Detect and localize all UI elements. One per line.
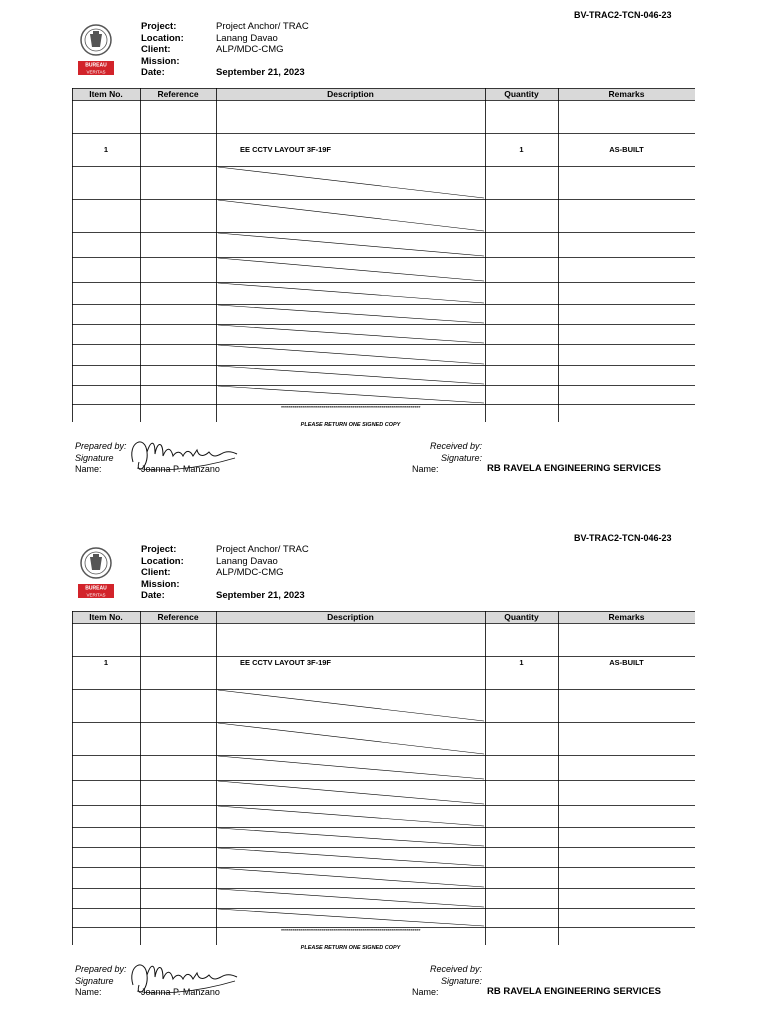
signature-label-right: Signature: (440, 975, 482, 986)
project-label: Project: (141, 544, 177, 555)
transmittal-table (72, 88, 695, 422)
signature-label-left: Signature (75, 975, 114, 986)
strike-line (218, 345, 484, 364)
client-label: Client: (141, 567, 171, 578)
row-1-quantity: 1 (519, 658, 524, 667)
received-labels (412, 964, 482, 999)
strike-line (218, 283, 484, 303)
header-values (216, 21, 309, 79)
strike-line (218, 756, 484, 779)
location-value: Lanang Davao (216, 32, 278, 44)
received-by-label: Received by: (429, 964, 482, 974)
strike-line (218, 305, 484, 323)
strike-line (218, 690, 484, 721)
strike-line (218, 366, 484, 384)
row-1-quantity: 1 (519, 145, 524, 154)
logo-word-1: BUREAU (85, 585, 107, 592)
signature-label-right: Signature: (440, 452, 482, 463)
col-header-reference: Reference (157, 89, 199, 99)
name-label-left: Name: (75, 464, 102, 474)
client-value: ALP/MDC-CMG (216, 44, 284, 55)
col-header-remarks: Remarks (608, 612, 645, 622)
strike-line (218, 828, 484, 846)
col-header-remarks: Remarks (608, 89, 645, 99)
row-1-remarks: AS-BUILT (609, 658, 644, 667)
strike-line (218, 200, 484, 231)
bureau-veritas-logo-icon (75, 545, 117, 601)
name-label-right: Name: (412, 987, 439, 997)
name-label-left: Name: (75, 987, 102, 997)
received-by-label: Received by: (429, 441, 482, 451)
date-value: September 21, 2023 (216, 67, 305, 78)
row-1-item-no: 1 (103, 145, 109, 154)
date-label: Date: (141, 590, 165, 601)
received-name: RB RAVELA ENGINEERING SERVICES (487, 463, 662, 474)
header-labels (141, 21, 184, 79)
col-header-description: Description (327, 612, 374, 622)
received-name: RB RAVELA ENGINEERING SERVICES (487, 986, 662, 997)
received-labels (412, 441, 482, 476)
strike-line (218, 848, 484, 866)
row-1-item-no: 1 (103, 658, 109, 667)
signature-label-left: Signature (75, 452, 114, 463)
logo-word-2: VERITAS (86, 592, 106, 598)
date-label: Date: (141, 67, 165, 78)
table-grid (72, 88, 695, 422)
end-of-list-marker: ************************************************************************ (280, 406, 421, 412)
end-of-list-marker: ************************************************************************ (280, 929, 421, 935)
strike-line (218, 781, 484, 804)
col-header-quantity: Quantity (504, 89, 539, 99)
mission-label: Mission: (141, 55, 180, 67)
date-value: September 21, 2023 (216, 590, 305, 601)
location-label: Location: (141, 555, 184, 567)
strike-line (218, 723, 484, 754)
project-value: Project Anchor/ TRAC (216, 21, 309, 32)
logo-word-2: VERITAS (86, 69, 106, 75)
logo-word-1: BUREAU (85, 62, 107, 69)
return-note: PLEASE RETURN ONE SIGNED COPY (300, 422, 401, 428)
col-header-item-no: Item No. (89, 89, 123, 99)
handwritten-signature (125, 432, 245, 478)
document-number: BV-TRAC2-TCN-046-23 (574, 533, 672, 543)
strike-line (218, 258, 484, 281)
col-header-quantity: Quantity (504, 612, 539, 622)
strike-line (218, 325, 484, 343)
row-1-remarks: AS-BUILT (609, 145, 644, 154)
col-header-item-no: Item No. (89, 612, 123, 622)
location-label: Location: (141, 32, 184, 44)
row-1-description: EE CCTV LAYOUT 3F-19F (240, 658, 331, 667)
strike-line (218, 868, 484, 887)
prepared-by-label: Prepared by: (75, 441, 127, 451)
strike-line (218, 167, 484, 198)
strike-line (218, 233, 484, 256)
col-header-reference: Reference (157, 612, 199, 622)
mission-value (216, 56, 309, 68)
col-header-description: Description (327, 89, 374, 99)
row-1-description: EE CCTV LAYOUT 3F-19F (240, 145, 331, 154)
prepared-name: Joanna P. Manzano (141, 464, 220, 474)
strike-line (218, 386, 484, 403)
strike-line (218, 889, 484, 907)
transmittal-copy-1 (0, 0, 768, 505)
mission-label: Mission: (141, 578, 180, 590)
prepared-labels (75, 964, 127, 999)
project-value: Project Anchor/ TRAC (216, 544, 309, 555)
prepared-labels (75, 441, 127, 476)
location-value: Lanang Davao (216, 555, 278, 567)
prepared-by-label: Prepared by: (75, 964, 127, 974)
handwritten-signature (125, 955, 245, 1001)
name-label-right: Name: (412, 464, 439, 474)
return-note: PLEASE RETURN ONE SIGNED COPY (300, 945, 401, 951)
mission-value (216, 579, 309, 591)
document-number: BV-TRAC2-TCN-046-23 (574, 10, 672, 20)
prepared-name: Joanna P. Manzano (141, 987, 220, 997)
client-label: Client: (141, 44, 171, 55)
bureau-veritas-logo-icon (75, 22, 117, 78)
header-values (216, 544, 309, 602)
project-label: Project: (141, 21, 177, 32)
client-value: ALP/MDC-CMG (216, 567, 284, 578)
transmittal-copy-2 (0, 523, 768, 1028)
strike-line (218, 806, 484, 826)
strike-line (218, 909, 484, 926)
header-labels (141, 544, 184, 602)
